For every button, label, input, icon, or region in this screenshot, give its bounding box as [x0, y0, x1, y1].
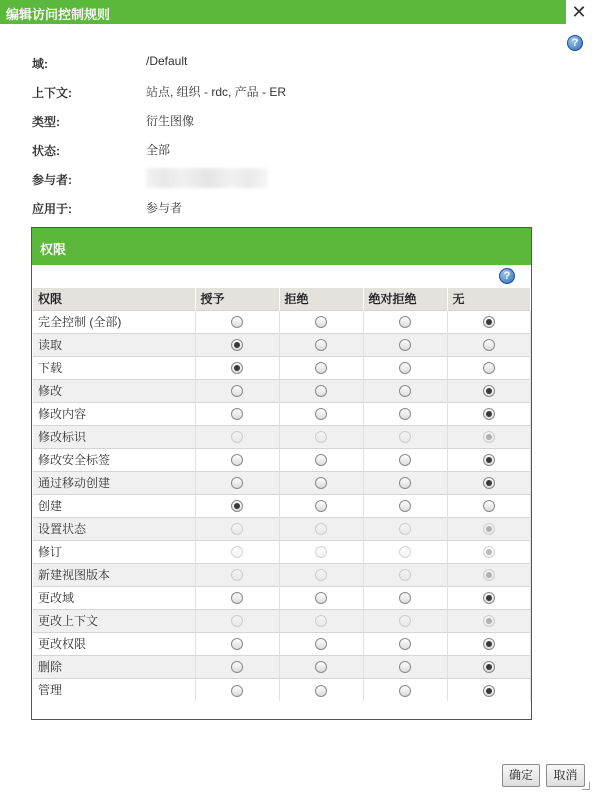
permission-cell-absolute-deny [363, 471, 447, 494]
permission-cell-grant [195, 379, 279, 402]
permission-cell-grant [195, 310, 279, 333]
type-label: 类型: [32, 115, 60, 129]
column-header-permission: 权限 [33, 288, 195, 310]
permission-cell-absolute-deny [363, 540, 447, 563]
permission-row [33, 471, 530, 494]
permission-cell-absolute-deny [363, 402, 447, 425]
radio-deny[interactable] [315, 500, 327, 512]
permission-cell-grant [195, 402, 279, 425]
permission-label: 创建 [33, 494, 195, 517]
radio-deny[interactable] [315, 316, 327, 328]
permission-cell-deny [279, 379, 363, 402]
permission-cell-deny [279, 609, 363, 632]
permission-row [33, 379, 530, 402]
permission-cell-grant [195, 333, 279, 356]
permission-cell-deny [279, 678, 363, 701]
permission-cell-absolute-deny [363, 586, 447, 609]
permission-label: 管理 [33, 678, 195, 701]
radio-absolute-deny[interactable] [399, 477, 411, 489]
radio-grant [231, 431, 243, 443]
radio-grant[interactable] [231, 362, 243, 374]
radio-none[interactable] [483, 685, 495, 697]
radio-none [483, 523, 495, 535]
radio-grant[interactable] [231, 685, 243, 697]
permission-cell-none [447, 563, 530, 586]
permission-cell-none [447, 471, 530, 494]
radio-none[interactable] [483, 454, 495, 466]
participant-label: 参与者: [32, 173, 72, 187]
permission-row [33, 540, 530, 563]
radio-absolute-deny[interactable] [399, 685, 411, 697]
radio-grant[interactable] [231, 408, 243, 420]
permissions-table [33, 288, 531, 701]
radio-deny[interactable] [315, 477, 327, 489]
participant-value-redacted [146, 168, 268, 188]
permission-cell-grant [195, 540, 279, 563]
permission-cell-grant [195, 678, 279, 701]
radio-none [483, 431, 495, 443]
radio-deny[interactable] [315, 592, 327, 604]
permission-cell-absolute-deny [363, 517, 447, 540]
permission-label: 更改权限 [33, 632, 195, 655]
permission-cell-none [447, 448, 530, 471]
permission-row [33, 517, 530, 540]
radio-none[interactable] [483, 362, 495, 374]
radio-absolute-deny[interactable] [399, 385, 411, 397]
radio-deny[interactable] [315, 385, 327, 397]
permission-row [33, 425, 530, 448]
permission-cell-absolute-deny [363, 678, 447, 701]
permission-label: 更改上下文 [33, 609, 195, 632]
radio-grant[interactable] [231, 339, 243, 351]
radio-none[interactable] [483, 385, 495, 397]
radio-grant[interactable] [231, 592, 243, 604]
permission-cell-absolute-deny [363, 379, 447, 402]
dialog-title: 编辑访问控制规则 [6, 7, 111, 22]
permission-cell-none [447, 655, 530, 678]
permission-cell-none [447, 517, 530, 540]
radio-deny[interactable] [315, 638, 327, 650]
permission-cell-deny [279, 494, 363, 517]
permission-row [33, 586, 530, 609]
type-value: 衍生图像 [146, 114, 195, 128]
radio-none[interactable] [483, 477, 495, 489]
radio-absolute-deny[interactable] [399, 362, 411, 374]
radio-grant [231, 615, 243, 627]
permission-cell-deny [279, 333, 363, 356]
permission-cell-absolute-deny [363, 310, 447, 333]
radio-absolute-deny [399, 431, 411, 443]
permission-cell-absolute-deny [363, 563, 447, 586]
context-label: 上下文: [32, 86, 72, 100]
radio-none[interactable] [483, 592, 495, 604]
permission-cell-absolute-deny [363, 655, 447, 678]
permission-row [33, 402, 530, 425]
permission-cell-none [447, 356, 530, 379]
radio-absolute-deny[interactable] [399, 408, 411, 420]
radio-absolute-deny[interactable] [399, 339, 411, 351]
permission-label: 删除 [33, 655, 195, 678]
radio-grant [231, 546, 243, 558]
radio-none[interactable] [483, 339, 495, 351]
permission-cell-grant [195, 655, 279, 678]
permission-label: 修订 [33, 540, 195, 563]
column-header-absolute-deny: 绝对拒绝 [363, 288, 447, 310]
radio-deny [315, 546, 327, 558]
permission-row [33, 356, 530, 379]
context-value: 站点, 组织 - rdc, 产品 - ER [146, 85, 287, 99]
close-icon[interactable]: ✕ [566, 0, 592, 24]
state-label: 状态: [32, 144, 60, 158]
permission-cell-deny [279, 402, 363, 425]
permission-label: 设置状态 [33, 517, 195, 540]
permission-row [33, 632, 530, 655]
permission-cell-grant [195, 632, 279, 655]
permission-row [33, 563, 530, 586]
permissions-header-row [33, 288, 530, 310]
radio-grant[interactable] [231, 477, 243, 489]
radio-grant[interactable] [231, 316, 243, 328]
radio-grant[interactable] [231, 385, 243, 397]
domain-value: /Default [146, 54, 188, 68]
permission-label: 读取 [33, 333, 195, 356]
permission-label: 新建视图版本 [33, 563, 195, 586]
radio-none [483, 615, 495, 627]
permission-row [33, 448, 530, 471]
radio-grant[interactable] [231, 661, 243, 673]
radio-deny[interactable] [315, 454, 327, 466]
permission-label: 修改 [33, 379, 195, 402]
radio-grant[interactable] [231, 638, 243, 650]
permission-row [33, 655, 530, 678]
radio-absolute-deny [399, 546, 411, 558]
permissions-title: 权限 [32, 228, 531, 265]
permission-cell-grant [195, 356, 279, 379]
permission-cell-grant [195, 448, 279, 471]
radio-deny[interactable] [315, 339, 327, 351]
permission-cell-grant [195, 586, 279, 609]
radio-absolute-deny[interactable] [399, 454, 411, 466]
permission-cell-none [447, 402, 530, 425]
permission-cell-grant [195, 563, 279, 586]
permission-cell-deny [279, 655, 363, 678]
radio-absolute-deny[interactable] [399, 500, 411, 512]
permission-cell-none [447, 540, 530, 563]
radio-grant[interactable] [231, 500, 243, 512]
cancel-button[interactable]: 取消 [546, 764, 585, 787]
permission-cell-deny [279, 310, 363, 333]
dialog-titlebar [0, 0, 592, 24]
permission-cell-deny [279, 632, 363, 655]
permission-cell-none [447, 678, 530, 701]
radio-deny[interactable] [315, 362, 327, 374]
column-header-deny: 拒绝 [279, 288, 363, 310]
permission-cell-none [447, 310, 530, 333]
permission-cell-deny [279, 448, 363, 471]
applies-to-label: 应用于: [32, 202, 72, 216]
radio-absolute-deny [399, 569, 411, 581]
permission-cell-grant [195, 609, 279, 632]
radio-deny[interactable] [315, 685, 327, 697]
radio-deny[interactable] [315, 408, 327, 420]
radio-deny [315, 431, 327, 443]
applies-to-value: 参与者 [146, 201, 183, 215]
radio-none[interactable] [483, 408, 495, 420]
radio-absolute-deny[interactable] [399, 638, 411, 650]
permission-cell-none [447, 379, 530, 402]
column-header-grant: 授予 [195, 288, 279, 310]
radio-grant [231, 569, 243, 581]
radio-deny[interactable] [315, 661, 327, 673]
radio-absolute-deny [399, 615, 411, 627]
permission-row [33, 609, 530, 632]
permission-row [33, 494, 530, 517]
permission-label: 修改内容 [33, 402, 195, 425]
permission-row [33, 678, 530, 701]
radio-grant [231, 523, 243, 535]
permission-row [33, 333, 530, 356]
permission-cell-none [447, 609, 530, 632]
permission-label: 下载 [33, 356, 195, 379]
radio-absolute-deny[interactable] [399, 592, 411, 604]
permission-cell-deny [279, 356, 363, 379]
permission-cell-absolute-deny [363, 448, 447, 471]
permission-label: 完全控制 (全部) [33, 310, 195, 333]
column-header-none: 无 [447, 288, 530, 310]
permission-cell-none [447, 632, 530, 655]
permission-cell-grant [195, 425, 279, 448]
permission-cell-deny [279, 425, 363, 448]
radio-none[interactable] [483, 661, 495, 673]
radio-none[interactable] [483, 638, 495, 650]
permission-label: 通过移动创建 [33, 471, 195, 494]
radio-absolute-deny[interactable] [399, 316, 411, 328]
permission-cell-absolute-deny [363, 609, 447, 632]
permission-cell-absolute-deny [363, 333, 447, 356]
permission-cell-none [447, 333, 530, 356]
help-icon[interactable]: ? [567, 35, 583, 51]
permissions-help-icon[interactable]: ? [499, 268, 515, 284]
domain-label: 域: [32, 57, 48, 71]
permission-cell-absolute-deny [363, 356, 447, 379]
permission-cell-none [447, 425, 530, 448]
radio-deny [315, 523, 327, 535]
permission-cell-grant [195, 517, 279, 540]
radio-grant[interactable] [231, 454, 243, 466]
radio-absolute-deny [399, 523, 411, 535]
permission-cell-grant [195, 494, 279, 517]
permission-cell-deny [279, 563, 363, 586]
radio-none [483, 569, 495, 581]
permission-cell-absolute-deny [363, 494, 447, 517]
permission-label: 修改安全标签 [33, 448, 195, 471]
resize-grip-icon[interactable] [582, 782, 590, 790]
state-value: 全部 [146, 143, 171, 157]
radio-none[interactable] [483, 500, 495, 512]
radio-deny [315, 569, 327, 581]
permission-row [33, 310, 530, 333]
ok-button[interactable]: 确定 [502, 764, 540, 787]
permission-cell-deny [279, 586, 363, 609]
radio-deny [315, 615, 327, 627]
permission-label: 修改标识 [33, 425, 195, 448]
permissions-panel [31, 227, 532, 720]
permission-cell-none [447, 494, 530, 517]
radio-none[interactable] [483, 316, 495, 328]
permission-cell-grant [195, 471, 279, 494]
permission-cell-absolute-deny [363, 425, 447, 448]
permission-cell-deny [279, 540, 363, 563]
permission-cell-deny [279, 471, 363, 494]
permission-cell-none [447, 586, 530, 609]
radio-absolute-deny[interactable] [399, 661, 411, 673]
permission-cell-deny [279, 517, 363, 540]
radio-none [483, 546, 495, 558]
permission-label: 更改域 [33, 586, 195, 609]
permission-cell-absolute-deny [363, 632, 447, 655]
